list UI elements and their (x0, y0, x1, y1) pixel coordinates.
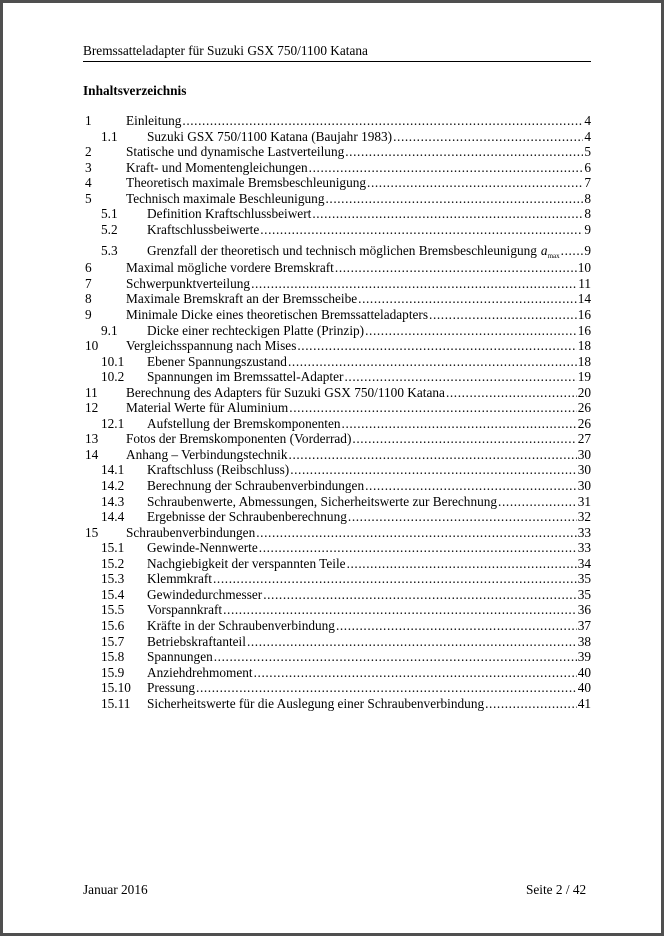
toc-entry-title: Klemmkraft (147, 571, 212, 587)
toc-entry-page: 30 (577, 478, 591, 494)
toc-entry-title-wrap (147, 634, 247, 650)
toc-entry-page: 16 (577, 322, 591, 338)
toc-entry[interactable] (83, 478, 591, 494)
toc-entry[interactable] (83, 144, 591, 160)
dot-leader (342, 416, 577, 432)
toc-entry-title-wrap (147, 494, 498, 510)
toc-entry-title-wrap (126, 113, 182, 129)
toc-entry-title: Minimale Dicke eines theoretischen Bremssatteladapters (126, 307, 429, 323)
table-of-contents (83, 113, 591, 711)
toc-entry[interactable] (83, 416, 591, 432)
toc-entry-number: 2 (85, 144, 92, 160)
toc-entry-number: 8 (85, 291, 92, 307)
toc-entry[interactable] (83, 385, 591, 401)
toc-entry-number: 9 (85, 307, 92, 323)
toc-entry-title: Spannungen im Bremssattel-Adapter (147, 369, 344, 385)
toc-entry-number: 15.7 (101, 633, 125, 649)
dot-leader (223, 602, 577, 618)
toc-entry-title-wrap (147, 680, 196, 696)
toc-entry-page: 16 (577, 307, 591, 323)
dot-leader (247, 634, 577, 650)
toc-entry-title-wrap (126, 260, 335, 276)
toc-entry-number: 10.1 (101, 353, 125, 369)
toc-entry-title-wrap (147, 618, 336, 634)
toc-entry[interactable] (83, 160, 591, 176)
toc-entry-number: 10 (85, 338, 99, 354)
dot-leader (259, 540, 577, 556)
toc-entry[interactable] (83, 649, 591, 665)
toc-entry-page: 40 (577, 664, 591, 680)
toc-entry-title-wrap (126, 431, 352, 447)
toc-entry[interactable] (83, 571, 591, 587)
toc-entry[interactable] (83, 369, 591, 385)
toc-entry-title: Aufstellung der Bremskomponenten (147, 415, 341, 431)
toc-entry-number: 5.3 (101, 243, 118, 259)
toc-entry-number: 14.4 (101, 509, 125, 525)
toc-entry-page: 35 (577, 571, 591, 587)
toc-entry[interactable] (83, 696, 591, 712)
dot-leader (289, 447, 577, 463)
page-header-title: Bremssatteladapter für Suzuki GSX 750/1100 Katana (83, 43, 591, 62)
toc-entry-number: 4 (85, 175, 92, 191)
toc-entry-title-wrap (126, 276, 251, 292)
dot-leader (196, 680, 577, 696)
dot-leader (254, 665, 577, 681)
dot-leader (344, 369, 576, 385)
toc-entry-title: Vorspannkraft (147, 602, 223, 618)
toc-entry-page: 4 (584, 128, 591, 144)
toc-entry-number: 14.2 (101, 478, 125, 494)
toc-entry[interactable] (83, 618, 591, 634)
toc-entry-number: 15.5 (101, 602, 125, 618)
toc-entry-title-wrap (147, 649, 214, 665)
dot-leader (498, 494, 577, 510)
dot-leader (309, 160, 584, 176)
footer-page-number: Seite 2 / 42 (526, 882, 587, 897)
toc-entry-number: 15.6 (101, 617, 125, 633)
toc-entry-number: 15.3 (101, 571, 125, 587)
toc-entry-page: 40 (577, 680, 591, 696)
toc-entry-number: 1.1 (101, 128, 118, 144)
toc-entry-title-wrap (147, 571, 213, 587)
toc-entry-title-wrap (147, 556, 347, 572)
toc-entry-page: 9 (584, 221, 591, 237)
toc-entry-title: Ergebnisse der Schraubenberechnung (147, 509, 347, 525)
toc-entry-number: 15.1 (101, 540, 125, 556)
toc-entry-title: Spannungen (147, 649, 213, 665)
toc-entry-title: Gewinde-Nennwerte (147, 540, 258, 556)
dot-leader (260, 222, 583, 238)
toc-entry-page: 34 (577, 555, 591, 571)
toc-entry[interactable] (83, 556, 591, 572)
toc-entry-title: Definition Kraftschlussbeiwert (147, 206, 312, 222)
toc-entry-title-wrap (147, 416, 342, 432)
toc-entry-title: Kraftschlussbeiwerte (147, 221, 260, 237)
toc-entry-title: Maximal mögliche vordere Bremskraft (126, 260, 334, 276)
toc-entry-title: Einleitung (126, 113, 182, 128)
toc-entry-page: 19 (577, 369, 591, 385)
toc-entry[interactable] (83, 602, 591, 618)
toc-entry-title: Schraubenverbindungen (126, 524, 256, 540)
toc-entry-title: Schraubenwerte, Abmessungen, Sicherheitswerte zur Berechnung (147, 493, 498, 509)
toc-entry-page: 27 (577, 431, 591, 447)
toc-entry-title-wrap (126, 175, 367, 191)
toc-entry[interactable] (83, 634, 591, 650)
toc-entry[interactable] (83, 113, 591, 129)
toc-entry-title: Suzuki GSX 750/1100 Katana (Baujahr 1983) (147, 128, 393, 144)
toc-entry-page: 26 (577, 415, 591, 431)
dot-leader (289, 400, 576, 416)
toc-entry-page: 37 (577, 617, 591, 633)
toc-entry-page: 14 (577, 291, 591, 307)
toc-entry-page: 9 (584, 243, 591, 259)
toc-entry-title-wrap (147, 206, 312, 222)
dot-leader (347, 556, 577, 572)
toc-entry-page: 33 (577, 524, 591, 540)
toc-entry[interactable] (83, 447, 591, 463)
toc-entry-number: 1 (85, 113, 92, 128)
toc-entry-title-wrap (126, 291, 358, 307)
dot-leader (325, 191, 583, 207)
toc-entry-number: 13 (85, 431, 99, 447)
toc-entry[interactable] (83, 307, 591, 323)
toc-entry-number: 15.11 (101, 695, 131, 711)
toc-entry-number: 9.1 (101, 322, 118, 338)
dot-leader (263, 587, 577, 603)
toc-entry-page: 5 (584, 144, 591, 160)
toc-entry[interactable] (83, 354, 591, 370)
toc-entry-number: 14.1 (101, 462, 125, 478)
dot-leader (345, 144, 583, 160)
toc-entry[interactable] (83, 680, 591, 696)
toc-entry-title: Vergleichsspannung nach Mises (126, 338, 297, 354)
toc-entry-title: Technisch maximale Beschleunigung (126, 190, 325, 206)
toc-entry[interactable] (83, 431, 591, 447)
toc-entry-title: Betriebskraftanteil (147, 633, 246, 649)
toc-entry-page: 10 (577, 260, 591, 276)
toc-entry-page: 7 (584, 175, 591, 191)
toc-entry[interactable] (83, 665, 591, 681)
toc-entry[interactable] (83, 338, 591, 354)
toc-entry-number: 15.2 (101, 555, 125, 571)
dot-leader (214, 649, 577, 665)
toc-entry-title-wrap (147, 323, 365, 339)
toc-entry[interactable] (83, 276, 591, 292)
toc-entry-title-wrap (147, 602, 223, 618)
toc-entry-title: Nachgiebigkeit der verspannten Teile (147, 555, 346, 571)
toc-entry-page: 41 (577, 695, 591, 711)
toc-entry[interactable] (83, 129, 591, 145)
dot-leader (485, 696, 577, 712)
toc-entry-page: 11 (578, 275, 591, 291)
dot-leader (358, 291, 577, 307)
dot-leader (393, 129, 583, 145)
toc-entry-title: Kräfte in der Schraubenverbindung (147, 617, 335, 633)
toc-entry-title: Sicherheitswerte für die Auslegung einer Schraubenverbindung (147, 695, 485, 711)
toc-entry-title-wrap (126, 160, 309, 176)
math-subscript: max (547, 252, 560, 261)
toc-entry-page: 30 (577, 462, 591, 478)
toc-entry-number: 12.1 (101, 415, 125, 431)
toc-entry-page: 33 (577, 540, 591, 556)
toc-entry-number: 6 (85, 260, 92, 276)
toc-entry-title: Material Werte für Aluminium (126, 400, 289, 416)
toc-entry[interactable] (83, 222, 591, 238)
toc-entry-number: 5 (85, 190, 92, 206)
toc-entry[interactable] (83, 494, 591, 510)
toc-entry-page: 35 (577, 586, 591, 602)
toc-entry-title: Berechnung der Schraubenverbindungen (147, 478, 365, 494)
toc-entry-number: 3 (85, 159, 92, 175)
toc-entry-title-wrap (126, 307, 429, 323)
toc-entry-title: Dicke einer rechteckigen Platte (Prinzip) (147, 322, 365, 338)
toc-entry-title-wrap (147, 478, 365, 494)
dot-leader (446, 385, 577, 401)
toc-entry[interactable] (83, 462, 591, 478)
toc-entry[interactable] (83, 525, 591, 541)
toc-entry-page: 31 (577, 493, 591, 509)
toc-entry-page: 18 (577, 353, 591, 369)
toc-entry-number: 15.8 (101, 649, 125, 665)
toc-entry-title: Kraftschluss (Reibschluss) (147, 462, 290, 478)
toc-entry-title: Fotos der Bremskomponenten (Vorderrad) (126, 431, 352, 447)
toc-entry-title-wrap (126, 525, 256, 541)
toc-entry-page: 8 (584, 190, 591, 206)
toc-entry-number: 15 (85, 524, 99, 540)
dot-leader (182, 113, 583, 129)
dot-leader (335, 260, 577, 276)
toc-entry-title: Pressung (147, 680, 196, 696)
dot-leader (367, 175, 583, 191)
toc-entry-title-wrap (147, 587, 263, 603)
toc-heading: Inhaltsverzeichnis (83, 83, 187, 98)
toc-entry-title-wrap (147, 696, 485, 712)
toc-entry-number: 12 (85, 400, 99, 416)
dot-leader (352, 431, 576, 447)
dot-leader (251, 276, 577, 292)
toc-entry-page: 18 (577, 338, 591, 354)
toc-entry[interactable] (83, 206, 591, 222)
toc-entry[interactable] (83, 323, 591, 339)
dot-leader (336, 618, 577, 634)
toc-entry-title-wrap (147, 222, 260, 238)
toc-entry-page: 38 (577, 633, 591, 649)
toc-entry-page: 20 (577, 384, 591, 400)
toc-entry-title: Statische und dynamische Lastverteilung (126, 144, 345, 160)
dot-leader (365, 478, 577, 494)
toc-entry-title: Anziehdrehmoment (147, 664, 253, 680)
math-variable: a (540, 243, 548, 259)
toc-entry-number: 5.1 (101, 206, 118, 222)
toc-entry-title-wrap (126, 144, 345, 160)
toc-entry-title: Schwerpunktverteilung (126, 275, 251, 291)
toc-entry-number: 10.2 (101, 369, 125, 385)
footer-date: Januar 2016 (83, 882, 148, 897)
toc-entry-page: 6 (584, 159, 591, 175)
toc-entry-number: 11 (85, 384, 98, 400)
toc-entry-number: 15.4 (101, 586, 125, 602)
toc-entry-title-wrap (147, 354, 288, 370)
toc-entry-title: Ebener Spannungszustand (147, 353, 287, 369)
toc-entry[interactable] (83, 260, 591, 276)
toc-entry-page: 8 (584, 206, 591, 222)
dot-leader (348, 509, 577, 525)
toc-entry-title: Anhang – Verbindungstechnik (126, 446, 288, 462)
toc-entry-title: Theoretisch maximale Bremsbeschleunigung (126, 175, 367, 191)
toc-entry-title-wrap (147, 665, 254, 681)
dot-leader (429, 307, 577, 323)
toc-entry-title-wrap (147, 509, 348, 525)
dot-leader (213, 571, 577, 587)
dot-leader (297, 338, 576, 354)
toc-entry-title-wrap (126, 338, 297, 354)
toc-entry-number: 14 (85, 446, 99, 462)
toc-entry[interactable] (83, 191, 591, 207)
toc-entry[interactable] (83, 175, 591, 191)
toc-entry-title-wrap (126, 447, 289, 463)
dot-leader (365, 323, 577, 339)
toc-entry-number: 15.10 (101, 680, 131, 696)
math-symbol (540, 243, 560, 261)
toc-entry-title: Maximale Bremskraft an der Bremsscheibe (126, 291, 358, 307)
toc-entry-title-wrap (147, 462, 290, 478)
toc-entry-page: 39 (577, 649, 591, 665)
toc-entry-title-wrap (126, 400, 289, 416)
toc-entry[interactable] (83, 291, 591, 307)
toc-entry-number: 5.2 (101, 221, 118, 237)
dot-leader (290, 462, 577, 478)
toc-entry[interactable] (83, 587, 591, 603)
dot-leader (312, 206, 583, 222)
toc-entry[interactable] (83, 540, 591, 556)
toc-entry-title-wrap (147, 129, 393, 145)
toc-entry-title-wrap (126, 385, 446, 401)
toc-entry-page: 30 (577, 446, 591, 462)
toc-entry-title: Kraft- und Momentengleichungen (126, 159, 308, 175)
toc-entry-page: 4 (584, 113, 591, 128)
toc-entry-title-wrap (126, 191, 325, 207)
toc-entry[interactable] (83, 237, 591, 260)
toc-entry-page: 36 (577, 602, 591, 618)
toc-entry-number: 7 (85, 275, 92, 291)
toc-entry-number: 14.3 (101, 493, 125, 509)
toc-entry-number: 15.9 (101, 664, 125, 680)
dot-leader (256, 525, 576, 541)
toc-entry-title-wrap (147, 540, 259, 556)
toc-entry-title-wrap (147, 369, 344, 385)
toc-entry[interactable] (83, 509, 591, 525)
toc-entry-title: Berechnung des Adapters für Suzuki GSX 750/1100 Katana (126, 384, 445, 400)
toc-entry-page: 26 (577, 400, 591, 416)
toc-entry-title: Gewindedurchmesser (147, 586, 263, 602)
toc-entry[interactable] (83, 400, 591, 416)
toc-entry-page: 32 (577, 509, 591, 525)
dot-leader (288, 354, 577, 370)
toc-entry-title: Grenzfall der theoretisch und technisch möglichen Bremsbeschleunigung (147, 243, 537, 259)
